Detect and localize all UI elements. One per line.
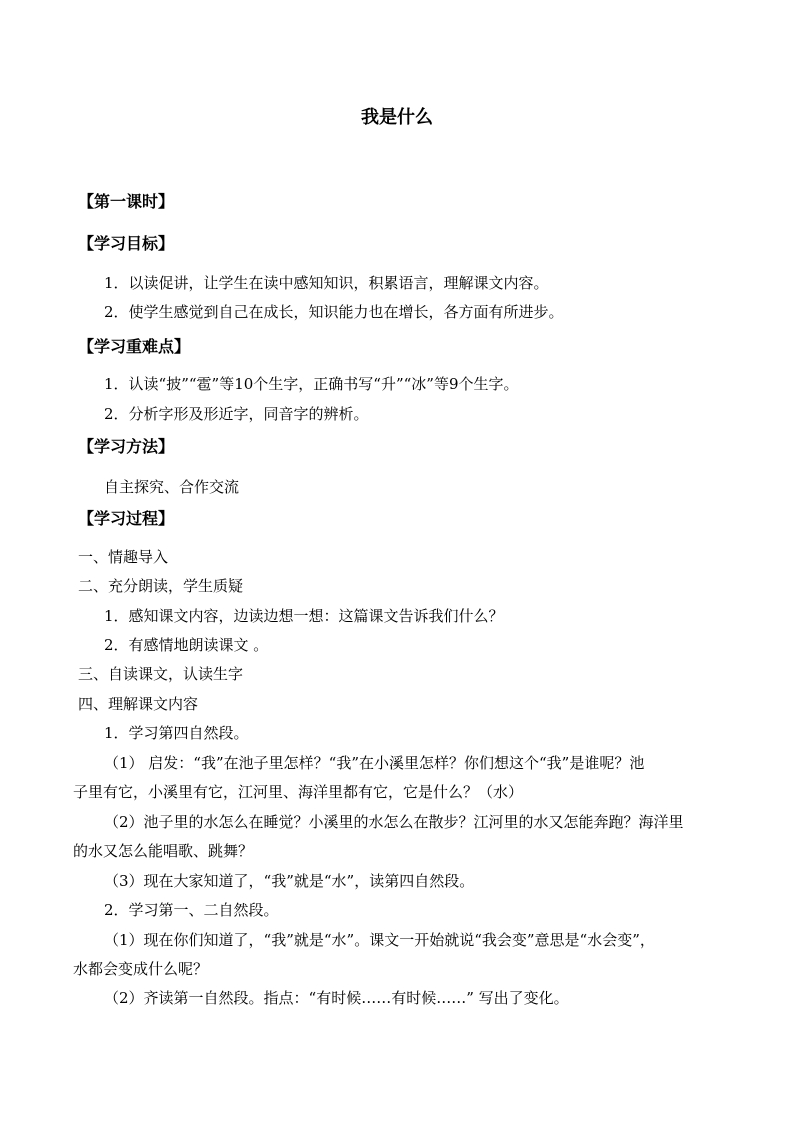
process-step-heading: 一、情趣导入 [78, 548, 169, 566]
key-point-item: 1．认读“披”“雹”等10个生字，正确书写“升”“冰”等9个生字。 [104, 375, 519, 393]
process-paragraph-line: （2）池子里的水怎么在睡觉？小溪里的水怎么在散步？江河里的水又怎能奔跑？海洋里 [104, 813, 684, 831]
process-paragraph-line: （1）现在你们知道了，“我”就是“水”。课文一开始就说“我会变”意思是“水会变”， [104, 931, 655, 949]
process-substep: 2．学习第一、二自然段。 [104, 901, 279, 919]
objectives-heading: 【学习目标】 [78, 234, 175, 253]
key-point-item: 2．分析字形及形近字，同音字的辨析。 [104, 405, 369, 423]
process-heading: 【学习过程】 [78, 509, 175, 528]
method-text: 自主探究、合作交流 [104, 478, 240, 496]
document-title: 我是什么 [361, 107, 433, 128]
process-paragraph-line: 水都会变成什么呢？ [73, 960, 209, 978]
process-substep: 2．有感情地朗读课文 。 [104, 636, 269, 654]
process-paragraph-line: （1） 启发：“我”在池子里怎样？“我”在小溪里怎样？你们想这个“我”是谁呢？池 [104, 754, 645, 772]
process-paragraph-line: （2）齐读第一自然段。指点：“有时候……有时候……” 写出了变化。 [104, 989, 569, 1007]
lesson-label: 【第一课时】 [78, 192, 175, 211]
key-points-heading: 【学习重难点】 [78, 337, 191, 356]
process-step-heading: 二、充分朗读，学生质疑 [78, 577, 244, 595]
process-paragraph-line: 的水又怎么能唱歌、跳舞？ [73, 842, 254, 860]
method-heading: 【学习方法】 [78, 437, 175, 456]
process-step-heading: 四、理解课文内容 [78, 695, 199, 713]
process-paragraph-line: 子里有它，小溪里有它，江河里、海洋里都有它，它是什么？（水） [73, 783, 524, 801]
objective-item: 2．使学生感觉到自己在成长，知识能力也在增长，各方面有所进步。 [104, 303, 564, 321]
objective-item: 1．以读促讲，让学生在读中感知知识，积累语言，理解课文内容。 [104, 274, 549, 292]
process-step-heading: 三、自读课文，认读生字 [78, 665, 244, 683]
process-substep: 1．学习第四自然段。 [104, 724, 249, 742]
process-substep: 1．感知课文内容，边读边想一想：这篇课文告诉我们什么？ [104, 607, 504, 625]
process-paragraph-line: （3）现在大家知道了，“我”就是“水”，读第四自然段。 [104, 872, 475, 890]
